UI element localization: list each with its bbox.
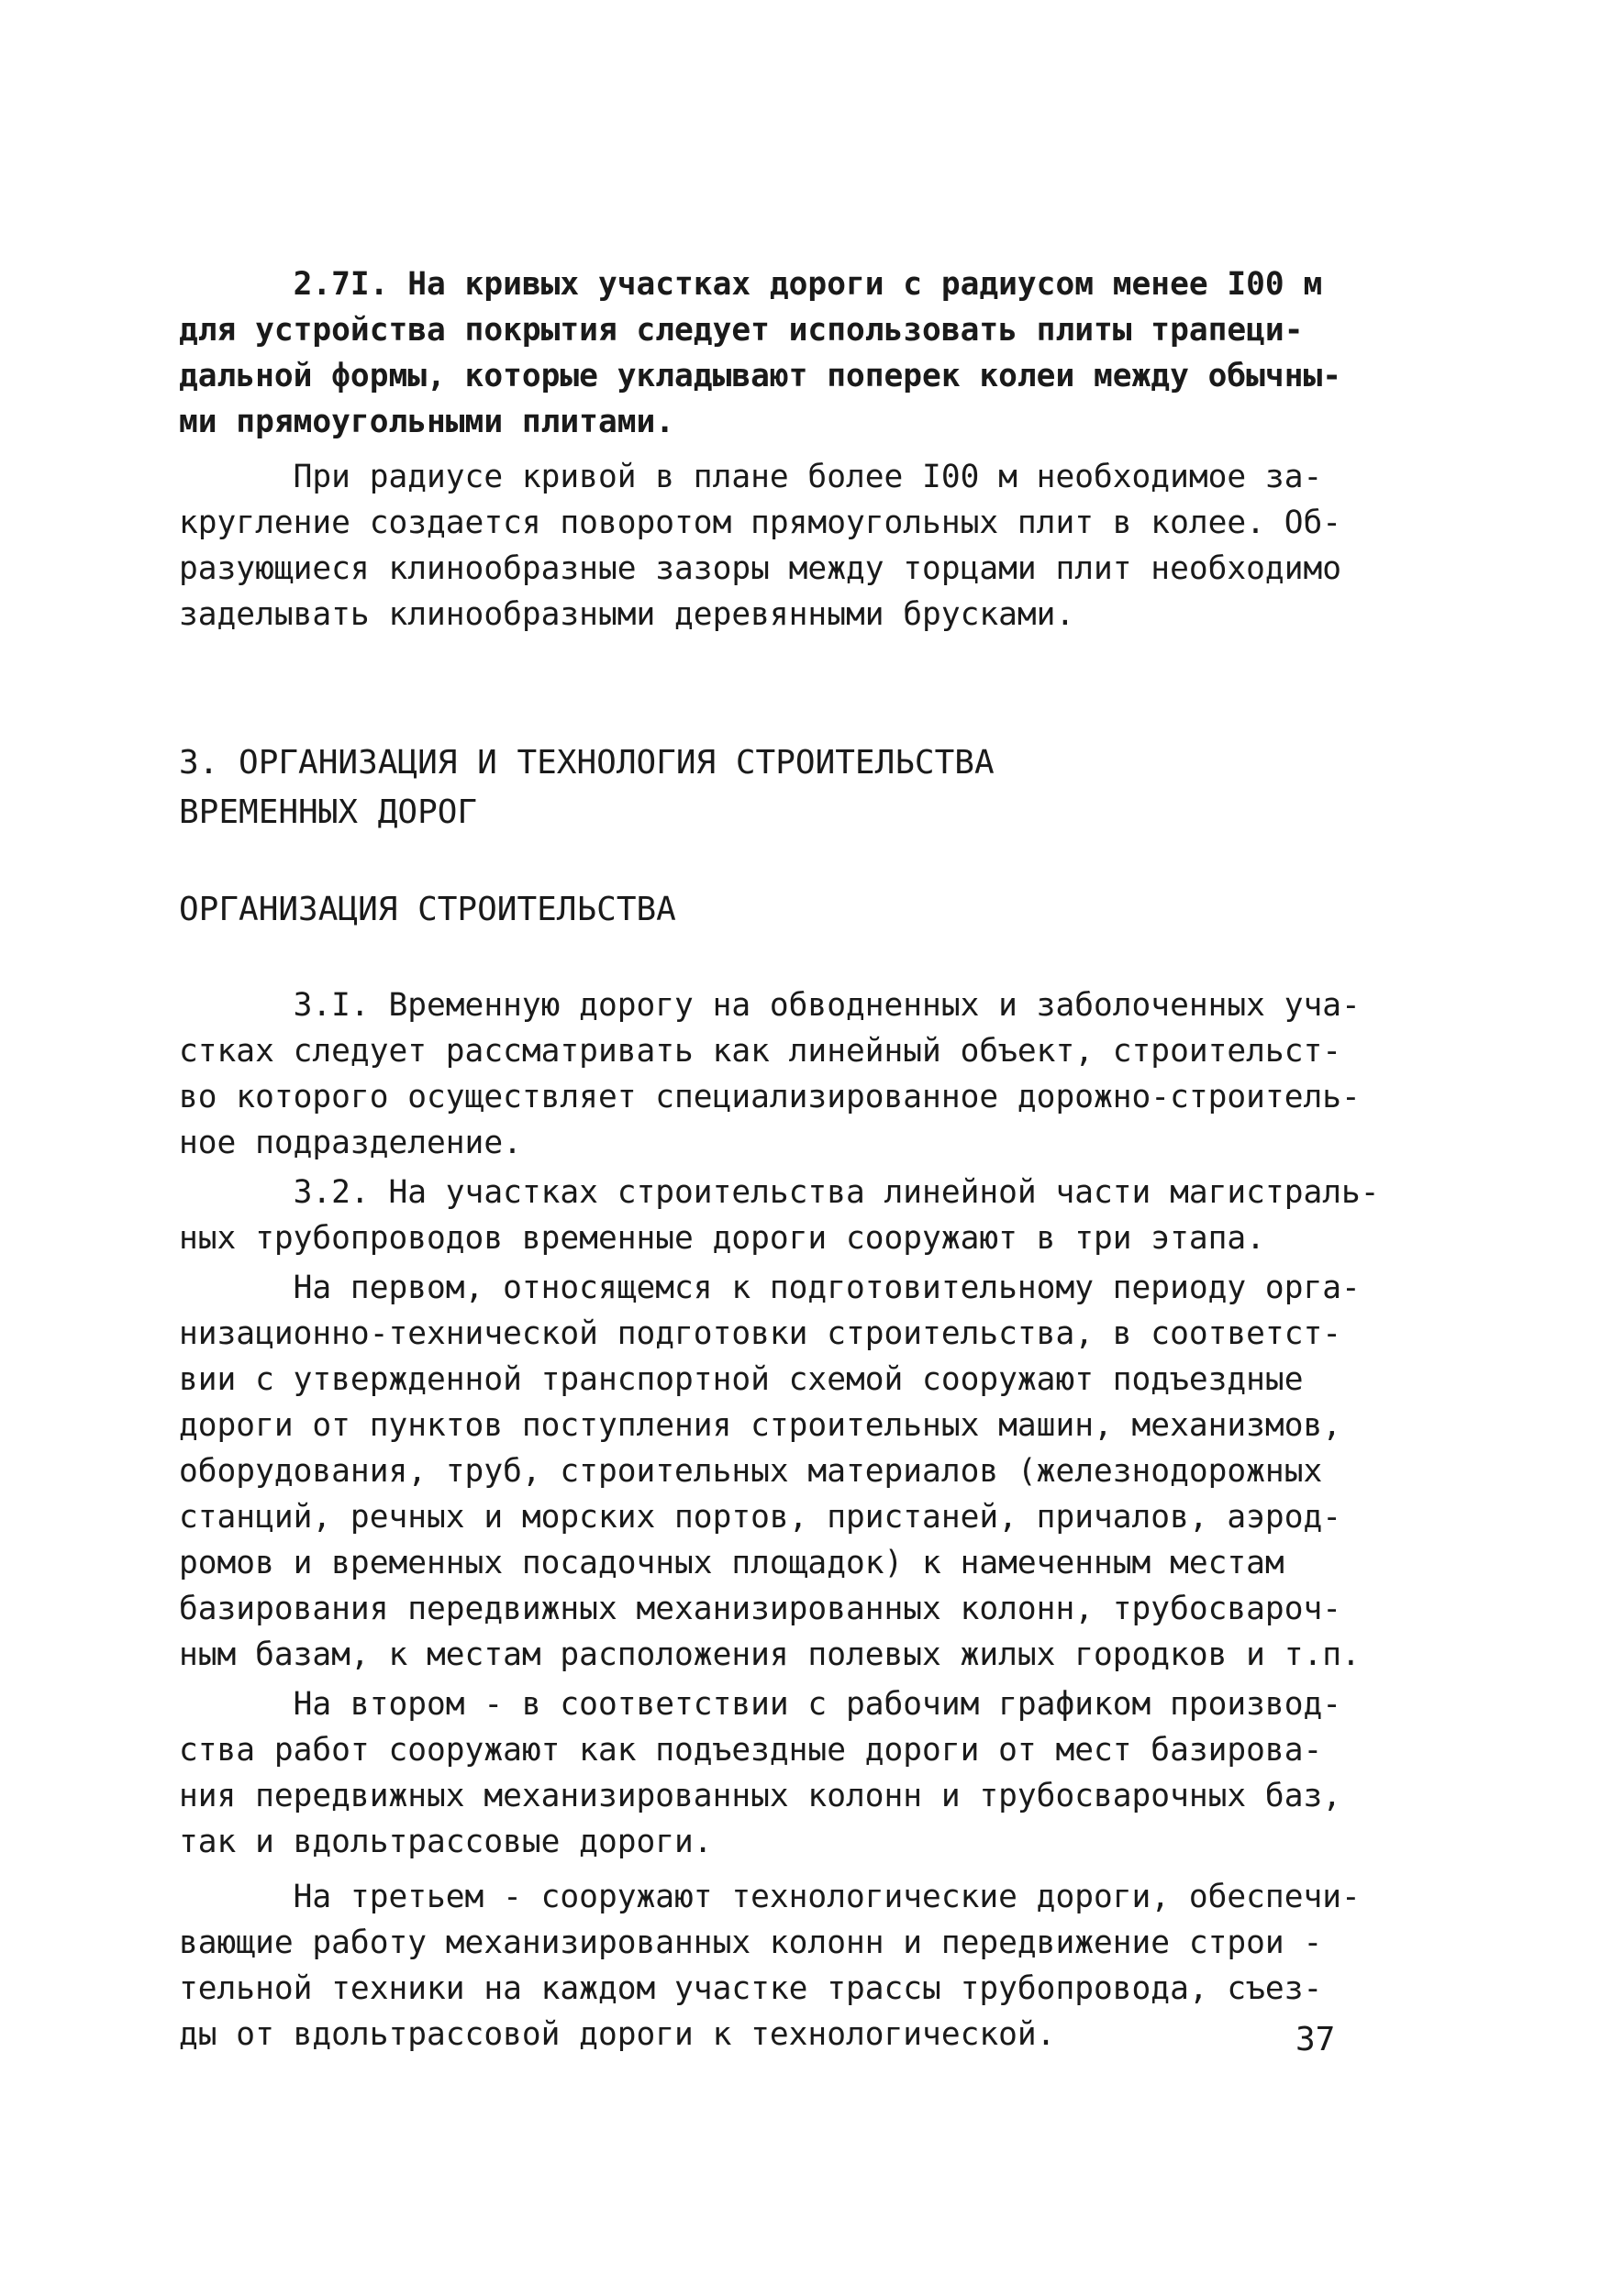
- text-line: ды от вдольтрассовой дороги к технологической.: [179, 2016, 1056, 2053]
- text-line: ных трубопроводов временные дороги сооружают в три этапа.: [179, 1220, 1265, 1257]
- chapter-heading-line-2: ВРЕМЕННЫХ ДОРОГ: [179, 793, 478, 831]
- text-line: При радиусе кривой в плане более I00 м необходимое за-: [179, 459, 1323, 495]
- text-line: На третьем - сооружают технологические дороги, обеспечи-: [179, 1879, 1361, 1915]
- text-line: 2.7I. На кривых участках дороги с радиусом менее I00 м: [179, 266, 1323, 303]
- chapter-heading-line-1: 3. ОРГАНИЗАЦИЯ И ТЕХНОЛОГИЯ СТРОИТЕЛЬСТВА: [179, 744, 995, 782]
- text-line: 3.I. Временную дорогу на обводненных и заболоченных уча-: [179, 987, 1361, 1024]
- paragraph-3-1: [179, 982, 1361, 1166]
- text-line: базирования передвижных механизированных колонн, трубосвароч-: [179, 1591, 1342, 1627]
- text-line: низационно-технической подготовки строительства, в соответст-: [179, 1315, 1342, 1352]
- text-line: станций, речных и морских портов, пристаней, причалов, аэрод-: [179, 1499, 1342, 1536]
- text-line: ми прямоугольными плитами.: [179, 404, 675, 440]
- text-line: ное подразделение.: [179, 1125, 522, 1161]
- text-line: так и вдольтрассовые дороги.: [179, 1824, 713, 1860]
- text-line: ромов и временных посадочных площадок) к намеченным местам: [179, 1545, 1284, 1581]
- page-number: 37: [1295, 2021, 1336, 2058]
- text-line: стках следует рассматривать как линейный объект, строительст-: [179, 1033, 1342, 1070]
- text-line: вающие работу механизированных колонн и передвижение строи -: [179, 1924, 1323, 1961]
- text-line: оборудования, труб, строительных материалов (железнодорожных: [179, 1453, 1323, 1490]
- text-line: во которого осуществляет специализированное дорожно-строитель-: [179, 1079, 1361, 1115]
- text-line: кругление создается поворотом прямоугольных плит в колее. Об-: [179, 505, 1342, 541]
- section-subheading: ОРГАНИЗАЦИЯ СТРОИТЕЛЬСТВА: [179, 891, 676, 928]
- text-line: ния передвижных механизированных колонн и трубосварочных баз,: [179, 1778, 1342, 1814]
- text-line: На первом, относящемся к подготовительному периоду орга-: [179, 1270, 1361, 1306]
- text-line: тельной техники на каждом участке трассы трубопровода, съез-: [179, 1970, 1323, 2007]
- text-line: На втором - в соответствии с рабочим графиком производ-: [179, 1686, 1342, 1723]
- text-line: дороги от пунктов поступления строительных машин, механизмов,: [179, 1407, 1342, 1444]
- text-line: разующиеся клинообразные зазоры между торцами плит необходимо: [179, 550, 1342, 587]
- paragraph-3-2: [179, 1170, 1380, 1261]
- paragraph-stage-1: [179, 1265, 1361, 1678]
- text-line: дальной формы, которые укладывают поперек колеи между обычны-: [179, 358, 1342, 394]
- text-line: для устройства покрытия следует использовать плиты трапеци-: [179, 312, 1304, 349]
- paragraph-2-71-continued: [179, 454, 1353, 638]
- text-line: 3.2. На участках строительства линейной части магистраль-: [179, 1174, 1380, 1211]
- text-line: ства работ сооружают как подъездные дороги от мест базирова-: [179, 1732, 1323, 1769]
- paragraph-2-71: [179, 261, 1353, 445]
- paragraph-stage-2: [179, 1681, 1353, 1865]
- paragraph-stage-3: [179, 1874, 1361, 2058]
- text-line: ным базам, к местам расположения полевых жилых городков и т.п.: [179, 1636, 1361, 1673]
- chapter-heading: [179, 738, 1353, 837]
- page-content: [179, 261, 1380, 2058]
- text-line: заделывать клинообразными деревянными брусками.: [179, 596, 1075, 633]
- text-line: вии с утвержденной транспортной схемой сооружают подъездные: [179, 1361, 1304, 1398]
